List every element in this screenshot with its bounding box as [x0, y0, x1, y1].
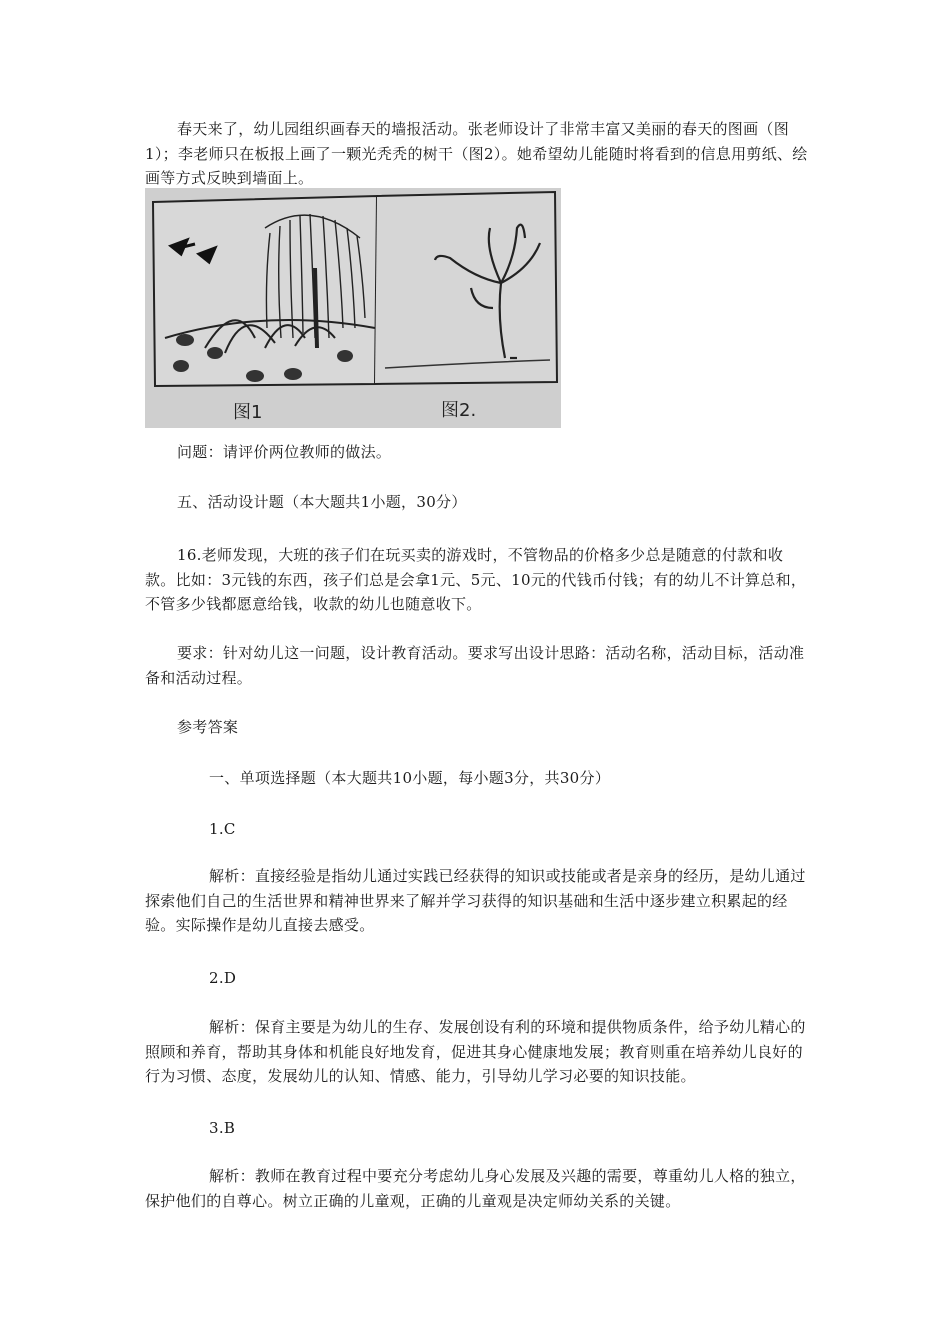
sketch-drawing: [145, 188, 561, 428]
answer-3-explanation: 解析：教师在教育过程中要充分考虑幼儿身心发展及兴趣的需要，尊重幼儿人格的独立，保护他们的自尊心。树立正确的儿童观，正确的儿童观是决定师幼关系的关键。: [145, 1167, 806, 1210]
section-5-heading: 五、活动设计题（本大题共1小题，30分）: [177, 493, 467, 511]
question-text: 问题：请评价两位教师的做法。: [177, 443, 392, 461]
section-1-heading: 一、单项选择题（本大题共10小题，每小题3分，共30分）: [209, 769, 611, 787]
question-16: 16.老师发现，大班的孩子们在玩买卖的游戏时，不管物品的价格多少总是随意的付款和收款。比如：3元钱的东西，孩子们总是会拿1元、5元、10元的代钱币付钱；有的幼儿不计算总和，不管多少钱都愿意给钱，收款的幼儿也随意收下。: [145, 546, 807, 613]
intro-paragraph: 春天来了，幼儿园组织画春天的墙报活动。张老师设计了非常丰富又美丽的春天的图画（图1）；李老师只在板报上画了一颗光秃秃的树干（图2）。她希望幼儿能随时将看到的信息用剪纸、绘画等方式反映到墙面上。: [145, 120, 808, 187]
requirement-text: 要求：针对幼儿这一问题，设计教育活动。要求写出设计思路：活动名称，活动目标，活动准备和活动过程。: [145, 644, 805, 687]
answer-heading: 参考答案: [177, 718, 239, 736]
figure-1-label: 图1: [233, 402, 263, 423]
figure-2-label: 图2.: [441, 400, 477, 421]
spring-drawings-figure: [145, 188, 561, 428]
answer-3: 3.B: [209, 1119, 236, 1137]
answer-1: 1.C: [209, 820, 236, 838]
answer-2-explanation: 解析：保育主要是为幼儿的生存、发展创设有利的环境和提供物质条件，给予幼儿精心的照顾和养育，帮助其身体和机能良好地发育，促进其身心健康地发展；教育则重在培养幼儿良好的行为习惯、态度，发展幼儿的认知、情感、能力，引导幼儿学习必要的知识技能。: [145, 1018, 806, 1085]
answer-2: 2.D: [209, 969, 237, 987]
answer-1-explanation: 解析：直接经验是指幼儿通过实践已经获得的知识或技能或者是亲身的经历，是幼儿通过探索他们自己的生活世界和精神世界来了解并学习获得的知识基础和生活中逐步建立积累起的经验。实际操作是幼儿直接去感受。: [145, 867, 806, 934]
